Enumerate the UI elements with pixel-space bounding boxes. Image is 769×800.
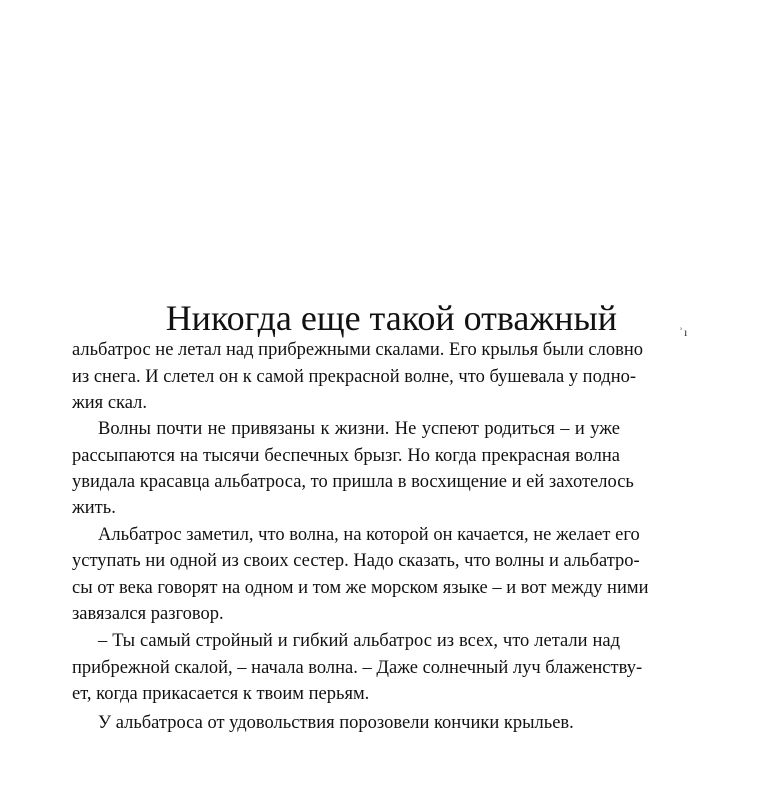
text-line: Альбатрос заметил, что волна, на которой он качается, не желает его <box>98 525 640 545</box>
text-line: жить. <box>72 498 116 518</box>
text-line: ет, когда прикасается к твоим перьям. <box>72 684 370 704</box>
text-line: из снега. И слетел он к самой прекрасной волне, что бушевала у подно- <box>72 367 637 387</box>
text-line: уступать ни одной из своих сестер. Надо сказать, что волны и альбатро- <box>72 551 640 571</box>
text-line: увидала красавца альбатроса, то пришла в восхищение и ей захотелось <box>72 472 634 492</box>
margin-mark: ʾı <box>679 325 689 339</box>
opening-line: Никогда еще такой отважный <box>165 298 617 338</box>
text-line: рассыпаются на тысячи беспечных брызг. Но когда прекрасная волна <box>72 446 620 466</box>
text-line: прибрежной скалой, – начала волна. – Даже солнечный луч блаженству- <box>72 658 643 678</box>
text-line: сы от века говорят на одном и том же морском языке – и вот между ними <box>72 578 649 598</box>
text-line: жия скал. <box>72 393 147 413</box>
text-line: Волны почти не привязаны к жизни. Не успеют родиться – и уже <box>98 419 620 439</box>
text-line: – Ты самый стройный и гибкий альбатрос из всех, что летали над <box>98 631 620 651</box>
text-line: завязался разговор. <box>72 604 224 624</box>
text-line: альбатрос не летал над прибрежными скалами. Его крылья были словно <box>72 340 643 360</box>
text-line: У альбатроса от удовольствия порозовели кончики крыльев. <box>98 713 574 733</box>
